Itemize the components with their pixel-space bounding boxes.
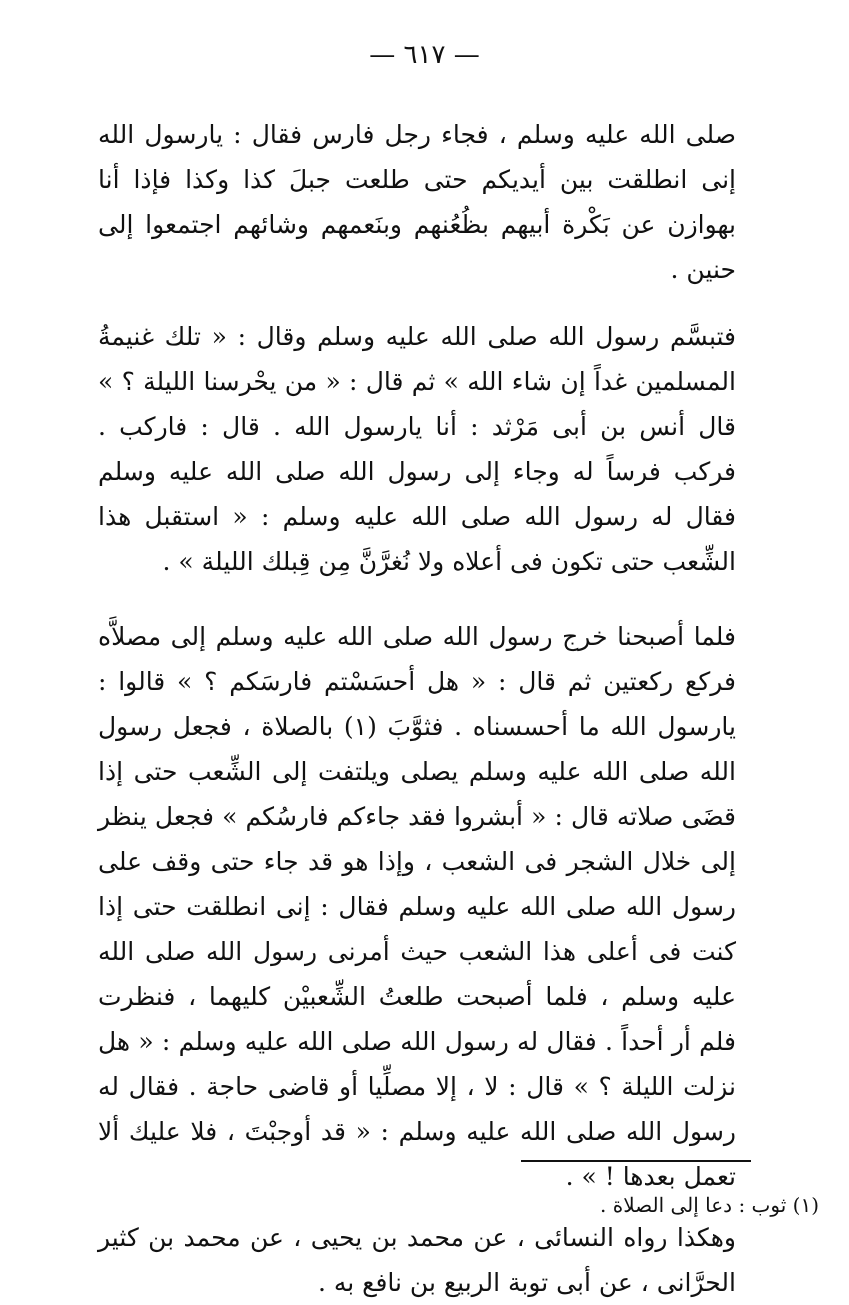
footnote-separator [521,1160,751,1162]
paragraph-2: فتبسَّم رسول الله صلى الله عليه وسلم وقال : « تلك غنيمةُ المسلمين غداً إن شاء الله » ثم قال : « من يحْرسنا الليلة ؟ » قال أنس بن أبى مَرْثد : أنا يارسول الله . قال : فاركب . فركب فرساً له وجاء إلى رسول الله صلى الله عليه وسلم فقال له رسول الله صلى الله عليه وسلم : « استقبل هذا الشِّعب حتى تكون فى أعلاه ولا نُغرَّنَّ مِن قِبلك الليلة » . [98,322,736,576]
footnote: (١) ثوب : دعا إلى الصلاة . [600,1193,819,1217]
body-text [98,112,736,1305]
page-number: — ٦١٧ — [369,40,480,70]
paragraph-3: فلما أصبحنا خرج رسول الله صلى الله عليه وسلم إلى مصلاَّه فركع ركعتين ثم قال : « هل أحسَسْتم فارسَكم ؟ » قالوا : يارسول الله ما أحسسناه . فثوَّبَ (١) بالصلاة ، فجعل رسول الله صلى الله عليه وسلم يصلى ويلتفت إلى الشِّعب حتى إذا قضَى صلاته قال : « أبشروا فقد جاءكم فارسُكم » فجعل ينظر إلى خلال الشجر فى الشعب ، وإذا هو قد جاء حتى وقف على رسول الله صلى الله عليه وسلم فقال : إنى انطلقت حتى إذا كنت فى أعلى هذا الشعب حيث أمرنى رسول الله صلى الله عليه وسلم ، فلما أصبحت طلعتُ الشِّعبيْن كليهما ، فنظرت فلم أر أحداً . فقال له رسول الله صلى الله عليه وسلم : « هل نزلت الليلة ؟ » قال : لا ، إلا مصلِّيا أو قاضى حاجة . فقال له رسول الله صلى الله عليه وسلم : « قد أوجبْتَ ، فلا عليك ألا تعمل بعدها ! » . [98,622,736,1191]
paragraph-4: وهكذا رواه النسائى ، عن محمد بن يحيى ، عن محمد بن كثير الحرَّانى ، عن أبى توبة الربيع بن نافع به . [98,1223,736,1297]
paragraph-1: صلى الله عليه وسلم ، فجاء رجل فارس فقال : يارسول الله إنى انطلقت بين أيديكم حتى طلعت جبلَ كذا وكذا فإذا أنا بهوازن عن بَكْرة أبيهم بظُعُنهم وبنَعمهم وشائهم اجتمعوا إلى حنين . [98,120,736,284]
